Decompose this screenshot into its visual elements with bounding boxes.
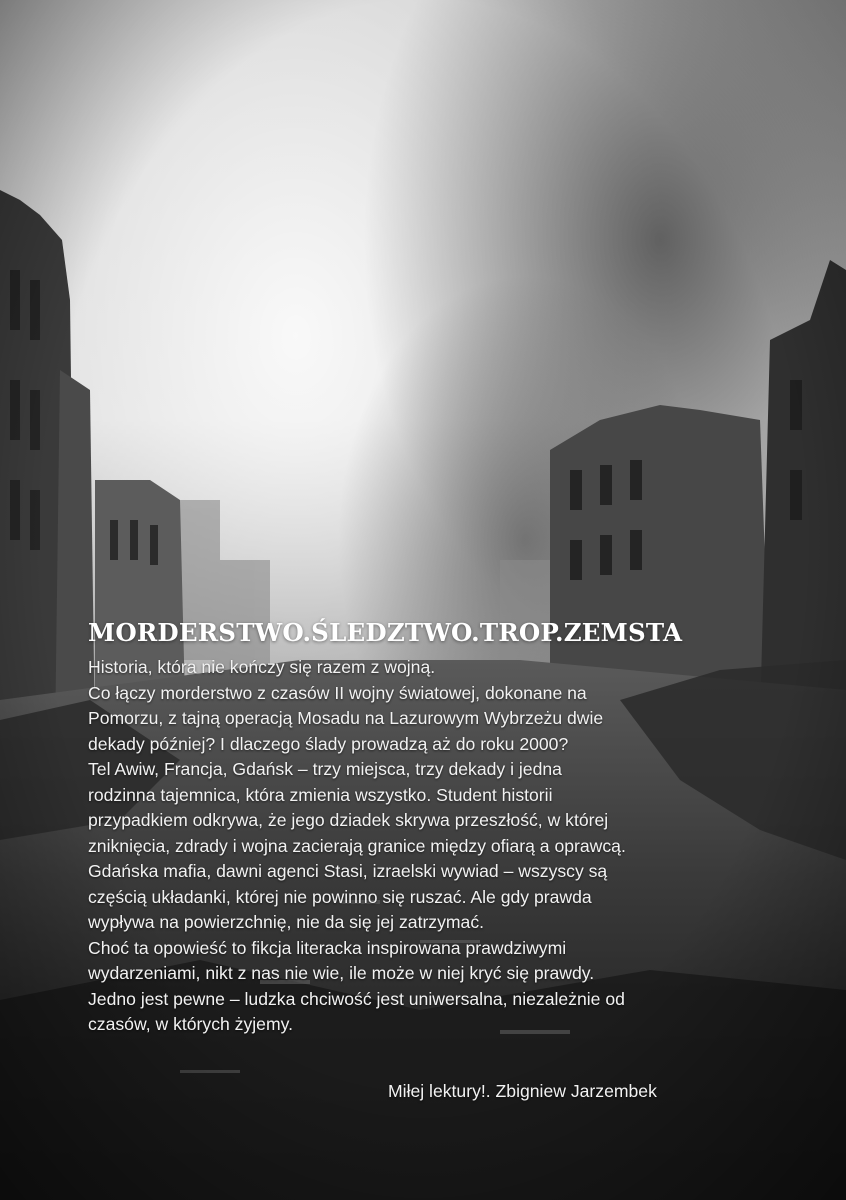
text-line: wypływa na powierzchnię, nie da się jej zatrzymać. (88, 912, 485, 932)
text-line: Pomorzu, z tajną operacją Mosadu na Lazurowym Wybrzeżu dwie (88, 708, 604, 728)
text-line: Historia, która nie kończy się razem z wojną. (88, 657, 436, 677)
text-line: wydarzeniami, nikt z nas nie wie, ile może w niej kryć się prawdy. (88, 963, 595, 983)
text-line: Tel Awiw, Francja, Gdańsk – trzy miejsca, trzy dekady i jedna (88, 759, 562, 779)
text-line: zniknięcia, zdrady i wojna zacierają granice między ofiarą a oprawcą. (88, 835, 626, 856)
blurb (88, 618, 778, 1038)
text-line: przypadkiem odkrywa, że jego dziadek skrywa przeszłość, w której (88, 810, 609, 830)
text-line: rodzinna tajemnica, która zmienia wszystko. Student historii (88, 784, 553, 805)
text-line: Jedno jest pewne – ludzka chciwość jest uniwersalna, niezależnie od (88, 988, 625, 1009)
text-line: Gdańska mafia, dawni agenci Stasi, izraelski wywiad – wszyscy są (88, 861, 608, 881)
text-line: dekady później? I dlaczego ślady prowadzą aż do roku 2000? (88, 733, 569, 754)
signature: Miłej lektury!. Zbigniew Jarzembek (388, 1081, 657, 1101)
text-line: Co łączy morderstwo z czasów II wojny światowej, dokonane na (88, 682, 587, 703)
text-line: Choć ta opowieść to fikcja literacka inspirowana prawdziwymi (88, 937, 567, 958)
headline: MORDERSTWO.ŚLEDZTWO.TROP.ZEMSTA (88, 618, 683, 647)
text-line: częścią układanki, której nie powinno się ruszać. Ale gdy prawda (88, 886, 592, 907)
text-line: czasów, w których żyjemy. (88, 1014, 293, 1034)
description (88, 655, 778, 1038)
